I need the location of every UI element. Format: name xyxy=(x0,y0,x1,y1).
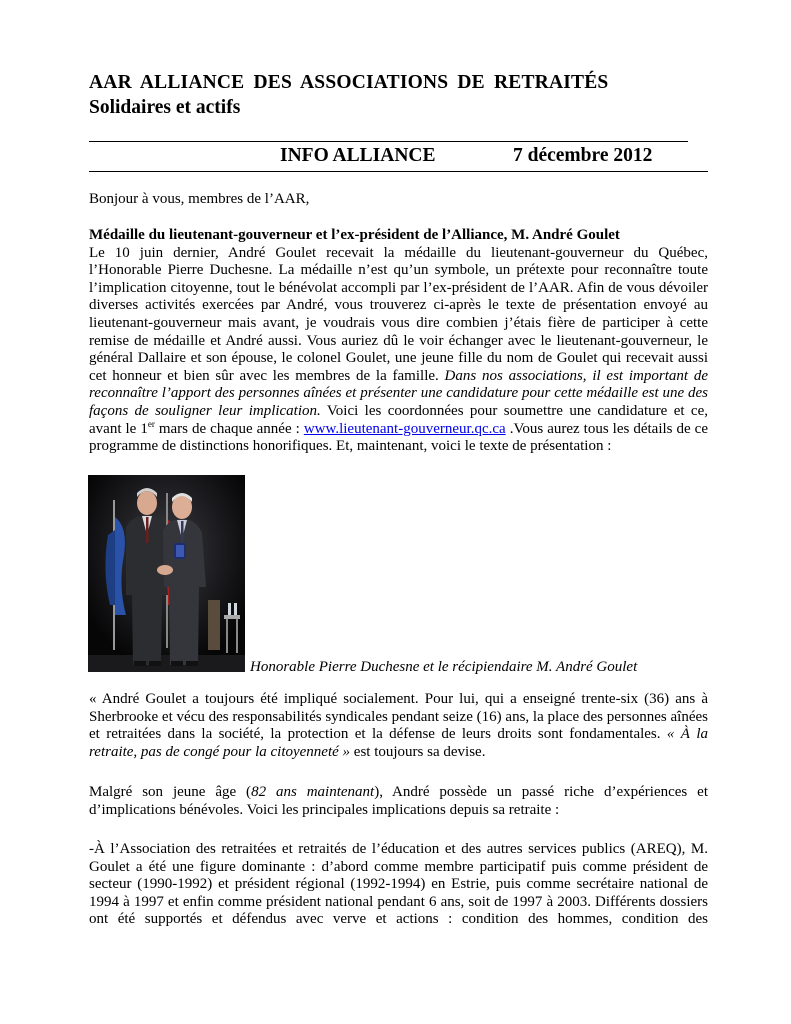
article-text-3: mars de chaque année : xyxy=(154,420,304,437)
header-rule-bottom xyxy=(89,171,708,172)
award-photo xyxy=(88,475,245,672)
article-text-end: .Vous aurez tous les détails de ce programme de distinctions honorifiques. Et, maintenant, voici le texte de présentation : xyxy=(89,420,708,455)
quote-after: est toujours sa devise. xyxy=(350,743,486,760)
presentation-quote xyxy=(89,691,708,761)
article-paragraph xyxy=(89,245,708,456)
lieutenant-governor-link[interactable]: www.lieutenant-gouverneur.qc.ca xyxy=(303,420,506,437)
organization-subtitle: Solidaires et actifs xyxy=(89,97,241,118)
quote-motto: « À la retraite, pas de congé pour la citoyenneté » xyxy=(89,726,708,760)
age-italic: 82 ans maintenant xyxy=(251,784,375,800)
greeting: Bonjour à vous, membres de l’AAR, xyxy=(89,191,310,207)
newsletter-date: 7 décembre 2012 xyxy=(513,145,653,166)
organization-title: AAR ALLIANCE DES ASSOCIATIONS DE RETRAITÉS xyxy=(89,72,609,93)
ordinal-superscript: er xyxy=(147,418,155,429)
photo-caption: Honorable Pierre Duchesne et le récipiendaire M. André Goulet xyxy=(250,659,638,675)
header-rule-top xyxy=(89,141,688,142)
article-text: Le 10 juin dernier, André Goulet recevait la médaille du lieutenant-gouverneur du Québec, l’Honorable Pierre Duchesne. La médaille n’est qu’un symbole, un prétexte pour reconnaître toute l’implication citoyenne, tout le bénévolat accompli par l’ex-président de l’AAR. Afin de vous dévoiler diverses activités exercées par André, vous trouverez ci-après le texte de présentation envoyé au lieutenant-gouverneur mais avant, je voudrais vous dire combien j’étais fière de participer à cette remise de médaille et André aussi. Vous auriez dû le voir échanger avec le lieutenant-gouverneur, le général Dallaire et son épouse, le colonel Goulet, une jeune fille du nom de Goulet qui recevait aussi cet honneur et bien sûr avec les membres de la famille. xyxy=(89,244,708,384)
newsletter-title: INFO ALLIANCE xyxy=(280,145,436,166)
article xyxy=(89,227,708,456)
age-paragraph xyxy=(89,784,708,819)
quote-text: « André Goulet a toujours été impliqué socialement. Pour lui, qui a enseigné trente-six (36) ans à Sherbrooke et vécu des responsabilités syndicales pendant seize (16) ans, la place des personnes aînées et retraitées dans la société, la protection et la défense de leurs droits sont fondamentales. xyxy=(89,691,708,743)
article-italic-text: Dans nos associations, il est important de reconnaître l’apport des personnes aînées et présenter une candidature pour cette médaille est une des façons de souligner leur implication. xyxy=(89,367,708,419)
article-text-2: Voici les coordonnées pour soumettre une candidature et ce, avant le 1 xyxy=(89,402,708,437)
age-text-after: ), André possède un passé riche d’expériences et d’implications bénévoles. Voici les principales implications depuis sa retraite : xyxy=(89,784,708,818)
areq-paragraph: -À l’Association des retraitées et retraités de l’éducation et des autres services publics (AREQ), M. Goulet a été une figure dominante : d’abord comme membre participatif puis comme président de secteur (1990-1992) et président régional (1992-1994) en Estrie, puis comme secrétaire national de 1994 à 1997 et enfin comme président national pendant 6 ans, soit de 1997 à 2003. Différents dossiers ont été supportés et défendus avec verve et actions : condition des hommes, condition des xyxy=(89,841,708,928)
age-text-before: Malgré son jeune âge ( xyxy=(89,784,252,800)
article-heading: Médaille du lieutenant-gouverneur et l’ex-président de l’Alliance, M. André Goulet xyxy=(89,227,620,243)
